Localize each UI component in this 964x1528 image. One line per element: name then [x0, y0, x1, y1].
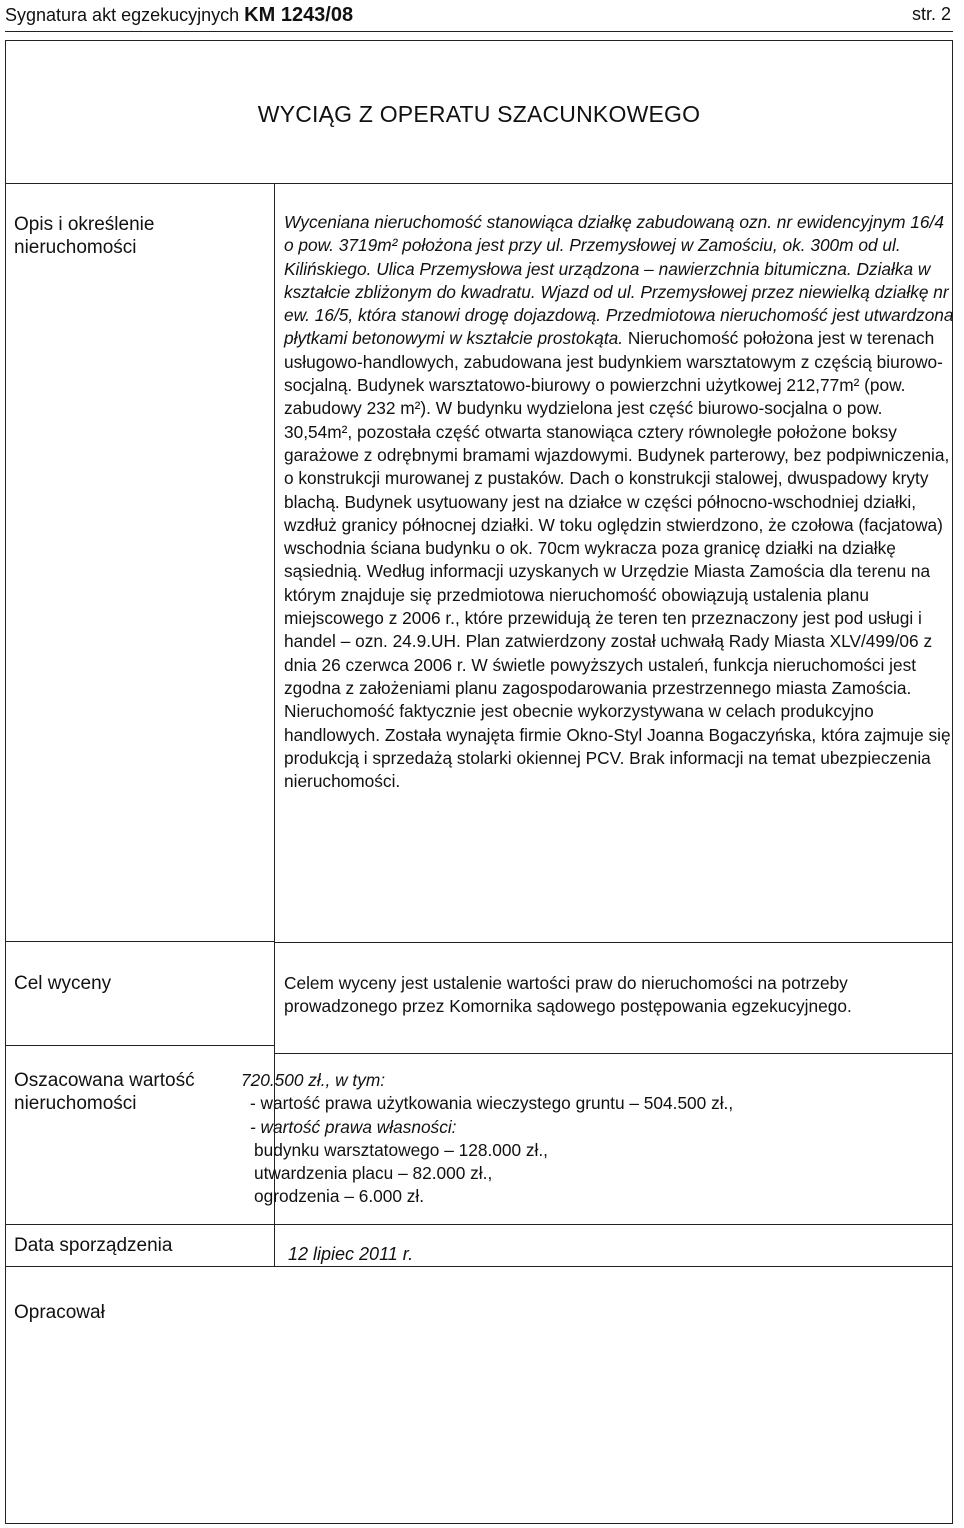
row-divider: [6, 183, 952, 184]
page-number: str. 2: [911, 4, 951, 24]
header-divider: [5, 31, 953, 32]
document-title: WYCIĄG Z OPERATU SZACUNKOWEGO: [257, 101, 701, 127]
row-divider: [6, 1224, 952, 1225]
value-line: - wartość prawa użytkowania wieczystego gruntu – 504.500 zł.,: [250, 1093, 734, 1114]
value-line: ogrodzenia – 6.000 zł.: [254, 1186, 425, 1207]
case-signature: [5, 4, 353, 27]
author-label: Opracował: [14, 1302, 105, 1323]
valuation-form: [5, 40, 953, 1524]
signature-prefix: Sygnatura akt egzekucyjnych: [5, 5, 240, 25]
row-divider: [6, 1266, 952, 1267]
purpose-text: Celem wyceny jest ustalenie wartości praw do nieruchomości na potrzeby prowadzonego przez Komornika sądowego postępowania egzekucyjnego.: [284, 973, 852, 1017]
description-regular-text: Nieruchomość położona jest w terenach usługowo-handlowych, zabudowana jest budynkiem warsztatowym z częścią biurowo-socjalną. Budynek warsztatowo-biurowy o powierzchni użytkowej 212,77m² (pow. zabudowy 232 m²). W budynku wydzielona jest część biurowo-socjalna o pow. 30,54m², pozostała część otwarta stanowiąca cztery równoległe położone boksy garażowe z odrębnymi bramami wjazdowymi. Budynek parterowy, bez podpiwniczenia, o konstrukcji murowanej z pustaków. Dach o konstrukcji stalowej, dwuspadowy kryty blachą. Budynek usytuowany jest na działce w części północno-wschodniej działki, wzdłuż granicy północnej działki. W toku oględzin stwierdzono, że czołowa (facjatowa) wschodnia ściana budynku o ok. 70cm wykracza poza granicę działki na działkę sąsiednią. Według informacji uzyskanych w Urzędzie Miasta Zamościa dla terenu na którym znajduje się przedmiotowa nieruchomość obowiązują ustalenia planu miejscowego z 2006 r., które przewidują że teren ten przeznaczony jest pod usługi i handel – ozn. 24.9.UH. Plan zatwierdzony został uchwałą Rady Miasta XLV/499/06 z dnia 26 czerwca 2006 r. W świetle powyższych ustaleń, funkcja nieruchomości jest zgodna z założeniami planu zagospodarowania przestrzennego miasta Zamościa. Nieruchomość faktycznie jest obecnie wykorzystywana w celach produkcyjno handlowych. Została wynajęta firmie Okno-Styl Joanna Bogaczyńska, która zajmuje się produkcją i sprzedażą stolarki okiennej PCV. Brak informacji na temat ubezpieczenia nieruchomości.: [284, 328, 951, 792]
value-label: Oszacowana wartość nieruchomości: [14, 1070, 195, 1114]
row-divider: [274, 1053, 952, 1054]
row-divider: [274, 942, 952, 943]
date-value: 12 lipiec 2011 r.: [288, 1244, 414, 1264]
row-divider: [6, 1045, 274, 1046]
signature-number: KM 1243/08: [244, 4, 354, 26]
date-label: Data sporządzenia: [14, 1235, 173, 1256]
description-label: Opis i określenie nieruchomości: [14, 214, 155, 258]
row-divider: [6, 941, 274, 942]
value-line: utwardzenia placu – 82.000 zł.,: [254, 1163, 493, 1184]
purpose-label: Cel wyceny: [14, 973, 112, 994]
description-text: [284, 211, 954, 793]
value-line: budynku warsztatowego – 128.000 zł.,: [254, 1139, 548, 1160]
page-header: [5, 2, 951, 28]
value-breakdown: [241, 1069, 946, 1219]
value-line: 720.500 zł., w tym:: [241, 1070, 386, 1090]
description-italic-text: Wyceniana nieruchomość stanowiąca działkę zabudowaną ozn. nr ewidencyjnym 16/4 o pow. 3719m² położona jest przy ul. Przemysłowej w Zamościu, ok. 300m od ul. Kilińskiego. Ulica Przemysłowa jest urządzona – nawierzchnia bitumiczna. Działka w kształcie zbliżonym do kwadratu. Wjazd od ul. Przemysłowej przez niewielką działkę nr ew. 16/5, która stanowi drogę dojazdową. Przedmiotowa nieruchomość jest utwardzona płytkami betonowymi w kształcie prostokąta.: [284, 212, 954, 349]
value-line: - wartość prawa własności:: [250, 1116, 457, 1137]
